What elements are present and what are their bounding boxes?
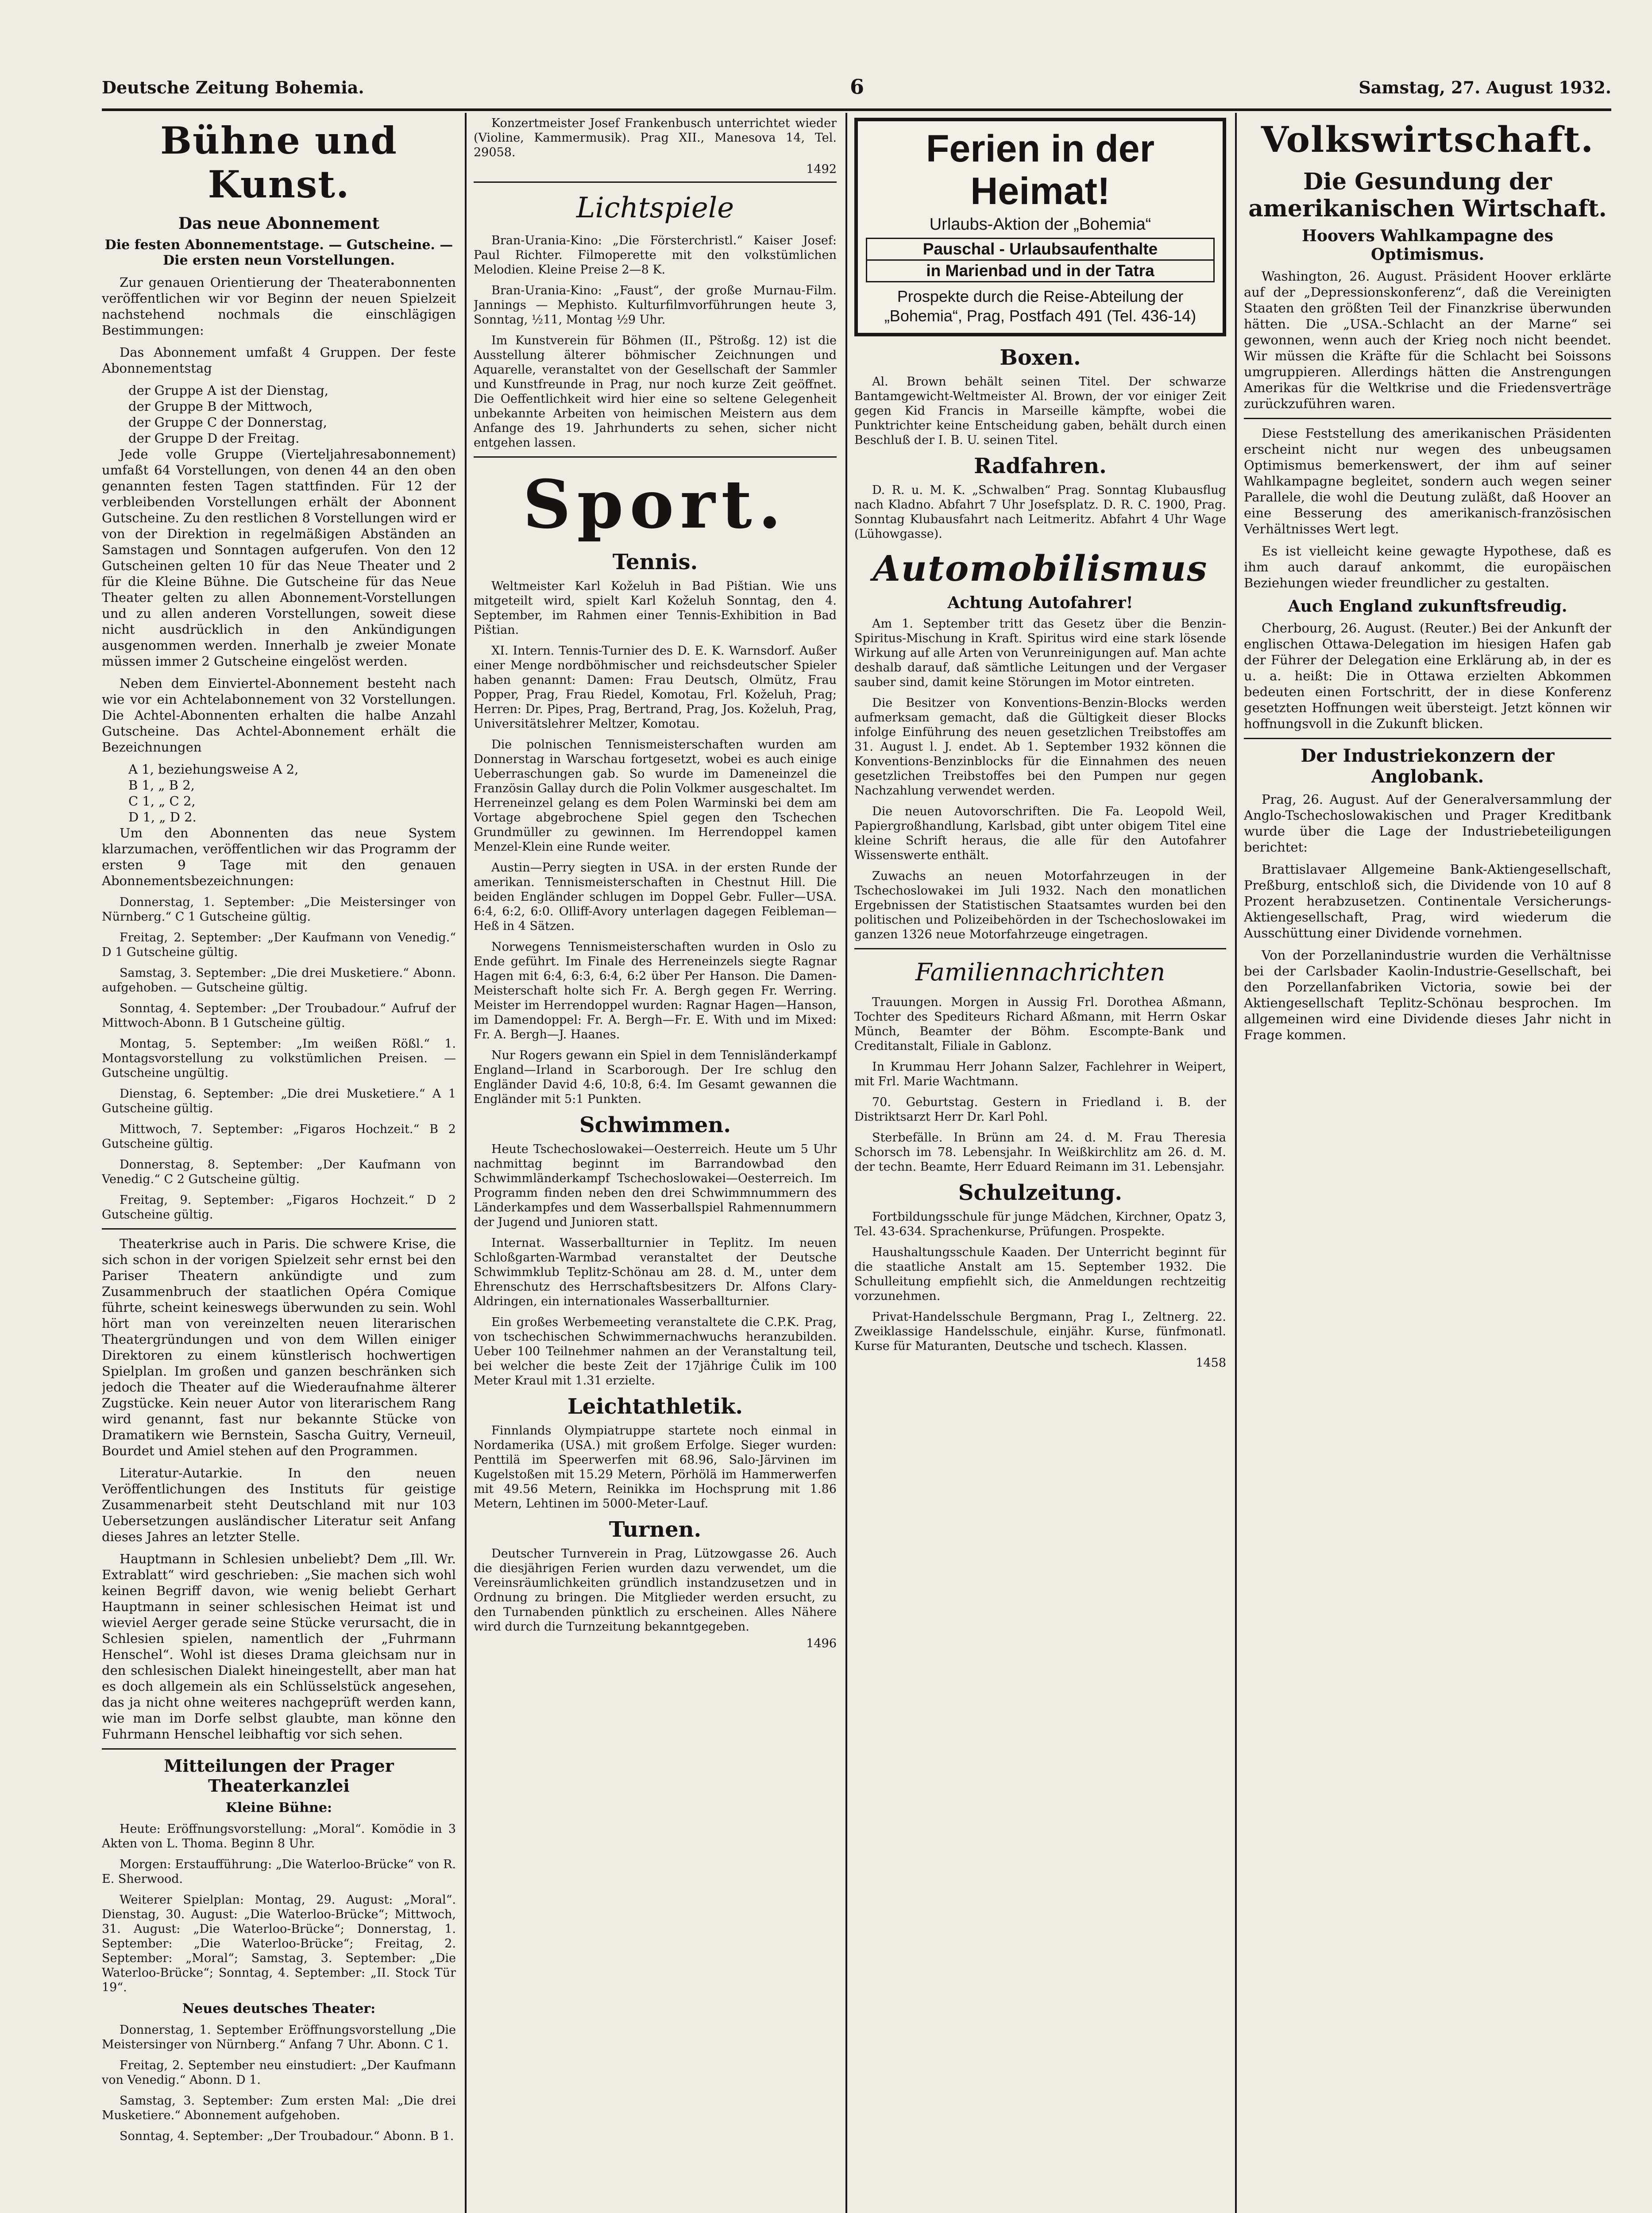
paragraph: Heute: Eröffnungsvorstellung: „Moral“. Komödie in 3 Akten von L. Thoma. Beginn 8 Uhr. (102, 1822, 456, 1851)
paragraph: Morgen: Erstaufführung: „Die Waterloo-Brücke“ von R. E. Sherwood. (102, 1858, 456, 1886)
rule (1244, 738, 1611, 739)
schedule-item: Freitag, 2. September: „Der Kaufmann von Venedig.“ D 1 Gutscheine gültig. (102, 931, 456, 959)
paragraph: Austin—Perry siegten in USA. in der ersten Runde der amerikan. Tennismeisterschaften in Chestnut Hill. Die beiden Engländer schlugen im Doppel Gebr. Fuller—USA. 6:4, 6:2, 6:0. Olliff-Avory unterlagen dagegen Feibleman—Heß in 4 Sätzen. (474, 861, 837, 933)
schedule-item: Donnerstag, 8. September: „Der Kaufmann von Venedig.“ C 2 Gutscheine gültig. (102, 1158, 456, 1186)
newspaper-name: Deutsche Zeitung Bohemia. (102, 77, 364, 97)
paragraph: Freitag, 2. September neu einstudiert: „Der Kaufmann von Venedig.“ Abonn. D 1. (102, 2059, 456, 2087)
rule (474, 456, 837, 458)
column-ad-sport-family (854, 116, 1226, 2213)
paragraph: Literatur-Autarkie. In den neuen Veröffentlichungen des Instituts für geistige Zusammenarbeit steht Deutschland mit nur 103 Uebersetzungen ausländischer Literatur seit Anfang dieses Jahres an letzter Stelle. (102, 1465, 456, 1544)
advert-ferien (854, 118, 1226, 336)
paragraph: Weltmeister Karl Koželuh in Bad Pištian. Wie uns mitgeteilt wird, spielt Karl Koželuh Sonntag, den 4. September, im Rahmen einer Tennis-Exhibition in Bad Pištian. (474, 579, 837, 637)
paragraph: Trauungen. Morgen in Aussig Frl. Dorothea Aßmann, Tochter des Spediteurs Richard Aßmann, mit Herrn Oskar Münch, Beamter der Böhm. Escompte-Bank und Creditanstalt, Filiale in Gablonz. (854, 995, 1226, 1053)
paragraph: Neben dem Einviertel-Abonnement besteht nach wie vor ein Achtelabonnement von 32 Vorstellungen. Die Achtel-Abonnenten erhalten die halbe Anzahl Gutscheine. Das Achtel-Abonnement erhält die Bezeichnungen (102, 676, 456, 755)
section-title: Lichtspiele (576, 192, 734, 224)
subheading: Neues deutsches Theater: (182, 2001, 376, 2016)
article-subtitle: Die festen Abonnementstage. — Gutscheine. — Die ersten neun Vorstellungen. (104, 237, 453, 268)
paragraph: Nur Rogers gewann ein Spiel in dem Tennisländerkampf England—Irland in Scarborough. Der Ire schlug den Engländer David 4:6, 10:8, 6:4. Im Gesamt gewannen die Engländer mit 5:1 Punkten. (474, 1049, 837, 1106)
subheading: Achtung Autofahrer! (947, 594, 1133, 612)
subsection-title: Automobilismus (872, 547, 1208, 589)
rule (474, 181, 837, 183)
rule (1244, 418, 1611, 419)
column-volkswirtschaft (1244, 116, 1611, 2213)
paragraph: Donnerstag, 1. September Eröffnungsvorstellung „Die Meistersinger von Nürnberg.“ Anfang 7 Uhr. Abonn. C 1. (102, 2023, 456, 2051)
paragraph: Norwegens Tennismeisterschaften wurden in Oslo zu Ende geführt. Im Finale des Herreneinzels siegte Ragnar Hagen mit 6:4, 6:3, 6:4, 6:2 über Per Hanson. Die Damen-Meisterschaft holte sich Fr. A. Bergh gegen Fr. Werring. Meister im Herrendoppel wurden: Ragnar Hagen—Hanson, im Damendoppel: Fr. A. Bergh—Fr. E. With und im Mixed: Fr. A. Bergh—J. Haanes. (474, 940, 837, 1041)
paragraph: Im Kunstverein für Böhmen (II., Pštroßg. 12) ist die Ausstellung älterer böhmischer Zeichnungen und Aquarelle, veranstaltet von der Gesellschaft der Sammler und Kunstfreunde in Prag, nur noch kurze Zeit geöffnet. Die Oeffentlichkeit wird hier eine so seltene Gelegenheit unbekannte Arbeiten von heimischen Meistern aus dem Anfange des 19. Jahrhunderts zu sehen, sicher nicht entgehen lassen. (474, 334, 837, 450)
paragraph: Zuwachs an neuen Motorfahrzeugen in der Tschechoslowakei im Juli 1932. Nach den monatlichen Ergebnissen der Statistischen Staatsamtes wurden bei den politischen und Polizeibehörden in der Tschechoslowakei im ganzen 1326 neue Motorfahrzeuge eingetragen. (854, 869, 1226, 941)
paragraph: Das Abonnement umfaßt 4 Gruppen. Der feste Abonnementstag (102, 345, 456, 376)
paragraph: Diese Feststellung des amerikanischen Präsidenten erscheint nicht nur wegen des unbeugsamen Optimismus bemerkenswert, der ihm auf seiner Wahlkampagne begleitet, sondern auch wegen seiner Parallele, die wohl die Deutung zuläßt, daß Hoover an eine Besserung des amerikanisch-französischen Verhältnisses Wert legt. (1244, 426, 1611, 536)
schedule-item: Freitag, 9. September: „Figaros Hochzeit.“ D 2 Gutscheine gültig. (102, 1193, 456, 1222)
schedule-item: Montag, 5. September: „Im weißen Rößl.“ 1. Montagsvorstellung zu volkstümlichen Preisen. — Gutscheine ungültig. (102, 1037, 456, 1080)
paragraph: Die Besitzer von Konventions-Benzin-Blocks werden aufmerksam gemacht, daß die Gültigkeit dieser Blocks infolge Einführung des neuen gesetzlichen Treibstoffes am 31. August l. J. endet. Ab 1. September 1932 können die Konventions-Benzinblocks für die Einnahmen des neuen gesetzlichen Treibstoffes bei den Pumpen nur gegen Nachzahlung verwendet werden. (854, 696, 1226, 798)
paragraph: Deutscher Turnverein in Prag, Lützowgasse 26. Auch die diesjährigen Ferien wurden dazu verwendet, um die Vereinsräumlichkeiten gründlich instandzusetzen und in Ordnung zu bringen. Die Mitglieder werden ersucht, zu den Turnabenden pünktlich zu erscheinen. Alles Nähere wird durch die Turnzeitung bekanntgegeben. (474, 1547, 837, 1634)
subsection-title: Tennis. (612, 550, 698, 574)
ad-highlight: in Marienbad und in der Tatra (866, 261, 1215, 282)
list-item: der Gruppe A ist der Dienstag, (128, 383, 328, 398)
column-divider (845, 113, 847, 2213)
list-item: der Gruppe D der Freitag. (128, 431, 300, 446)
paragraph: Ein großes Werbemeeting veranstaltete die C.P.K. Prag, von tschechischen Schwimmernachwuchs heranzubilden. Ueber 100 Teilnehmer nahmen an der Veranstaltung teil, bei welcher die beste Zeit der 17jährige Čulik im 100 Meter Kraul mit 1.31 erzielte. (474, 1315, 837, 1388)
ad-contact: Prospekte durch die Reise-Abteilung der „Bohemia“, Prag, Postfach 491 (Tel. 436-14) (884, 287, 1197, 325)
list-item: D 1, „ D 2. (128, 810, 197, 825)
paragraph: Heute Tschechoslowakei—Oesterreich. Heute um 5 Uhr nachmittag beginnt im Barrandowbad den Schwimmländerkampf Tschechoslowakei—Oesterreich. Im Programm finden neben den drei Schwimmnummern des Länderkampfes und dem Wasserballspiel Rahmennummern der Jugend und Junioren statt. (474, 1142, 837, 1229)
subsection-title: Boxen. (1000, 345, 1081, 370)
list-item: der Gruppe B der Mittwoch, (128, 399, 313, 414)
subsection-title: Schwimmen. (579, 1113, 731, 1137)
header-rule (102, 108, 1611, 111)
ad-reference: 1496 (806, 1637, 837, 1650)
paragraph: Es ist vielleicht keine gewagte Hypothese, daß es ihm auch darauf ankommt, die europäischen Beziehungen wieder freundlicher zu gestalten. (1244, 544, 1611, 590)
rule (102, 1748, 456, 1750)
paragraph: XI. Intern. Tennis-Turnier des D. E. K. Warnsdorf. Außer einer Menge nordböhmischer und reichsdeutscher Spieler haben genannt: Damen: Frau Deutsch, Olmütz, Frau Popper, Prag, Frau Riedel, Komotau, Frl. Koželuh, Prag; Herren: Dr. Pipes, Prag, Bertrand, Prag, Jos. Koželuh, Prag, Universitätslehrer Meltzer, Komotau. (474, 644, 837, 731)
paragraph: Um den Abonnenten das neue System klarzumachen, veröffentlichen wir das Programm der ersten 9 Tage mit den genauen Abonnementsbezeichnungen: (102, 825, 456, 888)
schedule-item: Dienstag, 6. September: „Die drei Musketiere.“ A 1 Gutscheine gültig. (102, 1087, 456, 1115)
paragraph: Hauptmann in Schlesien unbeliebt? Dem „Ill. Wr. Extrablatt“ wird geschrieben: „Sie machen sich wohl keinen Begriff davon, wie wenig beliebt Gerhart Hauptmann in seiner schlesischen Heimat ist und wieviel Aerger gerade seine Stücke verursacht, die in Schlesien spielen, namentlich der „Fuhrmann Henschel“. Wohl ist dieses Drama gleichsam nur in den schlesischen Dialekt hineingestellt, aber man hat es doch allgemein als ein Schlüsselstück angesehen, das ja nicht ohne weiteres nachgeprüft werden kann, wie man im Dorfe selbst glaubte, man könne den Fuhrmann Henschel leibhaftig vor sich sehen. (102, 1551, 456, 1742)
paragraph: Samstag, 3. September: Zum ersten Mal: „Die drei Musketiere.“ Abonnement aufgehoben. (102, 2094, 456, 2122)
paragraph: Internat. Wasserballturnier in Teplitz. Im neuen Schloßgarten-Warmbad veranstaltet der Deutsche Schwimmklub Teplitz-Schönau am 28. d. M., unter dem Ehrenschutz des Herrschaftsbesitzers Dr. Alfons Clary-Aldringen, ein internationales Wasserballturnier. (474, 1236, 837, 1308)
rule (854, 948, 1226, 949)
paragraph: Haushaltungsschule Kaaden. Der Unterricht beginnt für die staatliche Anstalt am 15. September 1932. Die Schulleitung empfiehlt sich, die Anmeldungen rechtzeitig vorzunehmen. (854, 1245, 1226, 1303)
subsection-title: Schulzeitung. (958, 1180, 1123, 1205)
paragraph: Finnlands Olympiatruppe startete noch einmal in Nordamerika (USA.) mit großem Erfolge. Sieger wurden: Penttilä im Speerwerfen mit 68.96, Salo-Järvinen im Kugelstoßen mit 15.29 Metern, Pörhölä im Hammerwerfen mit 49.56 Metern, Reinikka im Hochsprung mit 1.86 Metern, Lehtinen im 5000-Meter-Lauf. (474, 1424, 837, 1511)
schedule-item: Sonntag, 4. September: „Der Troubadour.“ Aufruf der Mittwoch-Abonn. B 1 Gutscheine gültig. (102, 1002, 456, 1030)
paragraph: Fortbildungsschule für junge Mädchen, Kirchner, Opatz 3, Tel. 43-634. Sprachenkurse, Prüfungen. Prospekte. (854, 1210, 1226, 1238)
notice: Konzertmeister Josef Frankenbusch unterrichtet wieder (Violine, Kammermusik). Prag XII., Manesova 14, Tel. 29058. (474, 116, 837, 159)
paragraph: Zur genauen Orientierung der Theaterabonnenten veröffentlichen wir vor Beginn der neuen Spielzeit nachstehend nochmals die einschlägigen Bestimmungen: (102, 275, 456, 338)
list-item: C 1, „ C 2, (128, 794, 196, 809)
section-title: Sport. (523, 466, 787, 544)
article-title: Der Industriekonzern der Anglobank. (1301, 745, 1555, 787)
paragraph: Bran-Urania-Kino: „Die Försterchristl.“ Kaiser Josef: Paul Richter. Filmoperette mit den volkstümlichen Melodien. Kleine Preise 2—8 K. (474, 234, 837, 277)
ad-reference: 1458 (1196, 1356, 1226, 1370)
column-divider (465, 113, 467, 2213)
group-list (102, 382, 456, 446)
paragraph: Jede volle Gruppe (Vierteljahresabonnement) umfaßt 64 Vorstellungen, von denen 44 an den oben genannten festen Tagen stattfinden. Für 12 der verbleibenden Vorstellungen erhält der Abonnent Gutscheine. Zu den restlichen 8 Vorstellungen wird er von der Direktion in regelmäßigen Abständen an Samstagen und Sonntagen aufgerufen. Von den 12 Gutscheinen gelten 10 für das Neue Theater und 2 für die Kleine Bühne. Die Gutscheine für das Neue Theater gelten zu allen Abonnement-Vorstellungen und zu allen anderen Vorstellungen, soweit diese nicht ausdrücklich in den Ankündigungen ausgenommen werden. Innerhalb je zweier Monate müssen immer 2 Gutscheine eingelöst werden. (102, 447, 456, 669)
list-item: der Gruppe C der Donnerstag, (128, 415, 327, 430)
paragraph: D. R. u. M. K. „Schwalben“ Prag. Sonntag Klubausflug nach Kladno. Abfahrt 7 Uhr Josefsplatz. D. R. C. 1900, Prag. Sonntag Klubausfahrt nach Leitmeritz. Abfahrt 4 Uhr Wage (Lühowgasse). (854, 483, 1226, 541)
article-subtitle: Hoovers Wahlkampagne des Optimismus. (1301, 227, 1554, 264)
page-number: 6 (850, 75, 865, 99)
paragraph: Die neuen Autovorschriften. Die Fa. Leopold Weil, Papiergroßhandlung, Karlsbad, gibt unter obigem Titel eine kleine Schrift heraus, die alle für den Autofahrer Wissenswerte enthält. (854, 805, 1226, 862)
paragraph: Prag, 26. August. Auf der Generalversammlung der Anglo-Tschechoslowakischen und Prager Kreditbank wurde über die Lage der Industriebeteiligungen berichtet: (1244, 792, 1611, 855)
paragraph: Die polnischen Tennismeisterschaften wurden am Donnerstag in Warschau fortgesetzt, wobei es auch einige Ueberraschungen gab. So wurde im Dameneinzel die Französin Gallay durch die Polin Volkmer ausgeschaltet. Im Herreneinzel gelang es dem Polen Warminski bei dem am Vortage abgebrochene Spiel gegen den Tschechen Grundmüller zu gewinnen. Im Herrendoppel kamen Menzel-Klein eine Runde weiter. (474, 738, 837, 854)
paragraph: Brattislavaer Allgemeine Bank-Aktiengesellschaft, Preßburg, entschloß sich, die Dividende von 10 auf 8 Prozent herabzusetzen. Continentale Versicherungs-Aktiengesellschaft, Prag, wird wiederum die Ausschüttung einer Dividende vornehmen. (1244, 862, 1611, 941)
column-buehne-und-kunst (102, 116, 456, 2213)
code-list (102, 761, 456, 825)
article-title: Das neue Abonnement (178, 214, 380, 233)
subheading: Kleine Bühne: (225, 1800, 332, 1816)
article-title: Mitteilungen der Prager Theaterkanzlei (164, 1756, 394, 1796)
section-title: Volkswirtschaft. (1261, 119, 1594, 160)
ad-subline: Urlaubs-Aktion der „Bohemia“ (929, 215, 1151, 234)
paragraph: Weiterer Spielplan: Montag, 29. August: „Moral“. Dienstag, 30. August: „Die Waterloo-Brücke“; Mittwoch, 31. August: „Die Waterloo-Brücke“; Donnerstag, 1. September: „Die Waterloo-Brücke“; Freitag, 2. September: „Moral“; Samstag, 3. September: „Die Waterloo-Brücke“; Sonntag, 4. September: „II. Stock Tür 19“. (102, 1893, 456, 1994)
paragraph: Am 1. September tritt das Gesetz über die Benzin-Spiritus-Mischung in Kraft. Spiritus wird eine stark lösende Wirkung auf alle Arten von Verunreinigungen auf. Man achte deshalb darauf, daß sämtliche Leitungen und der Vergaser sauber sind, damit keine Störungen im Motor eintreten. (854, 617, 1226, 689)
issue-date: Samstag, 27. August 1932. (1359, 77, 1611, 97)
list-item: A 1, beziehungsweise A 2, (128, 762, 299, 777)
paragraph: In Krummau Herr Johann Salzer, Fachlehrer in Weipert, mit Frl. Marie Wachtmann. (854, 1060, 1226, 1088)
column-lichtspiele-sport (474, 116, 837, 2213)
subsection-title: Turnen. (609, 1517, 702, 1542)
paragraph: Sterbefälle. In Brünn am 24. d. M. Frau Theresia Schorsch im 78. Lebensjahr. In Weißkirchlitz am 26. d. M. der techn. Beamte, Herr Eduard Reimann im 31. Lebensjahr. (854, 1131, 1226, 1174)
article-title: Die Gesundung der amerikanischen Wirtschaft. (1248, 168, 1607, 222)
subsection-title: Leichtathletik. (567, 1394, 743, 1419)
paragraph: Von der Porzellanindustrie wurden die Verhältnisse bei der Carlsbader Kaolin-Industrie-Gesellschaft, bei den Porzellanfabriken Victoria, sowie bei der Aktiengesellschaft Teplitz-Schönau besprochen. Im allgemeinen wird eine Dividende dieses Jahr nicht in Frage kommen. (1244, 948, 1611, 1042)
column-divider (1235, 113, 1237, 2213)
schedule-item: Donnerstag, 1. September: „Die Meistersinger von Nürnberg.“ C 1 Gutscheine gültig. (102, 895, 456, 924)
section-title: Bühne und Kunst. (160, 119, 398, 206)
paragraph: Privat-Handelsschule Bergmann, Prag I., Zeltnerg. 22. Zweiklassige Handelsschule, einjähr. Kurse, fünfmonatl. Kurse für Maturanten, Deutsche und tschech. Klassen. (854, 1310, 1226, 1353)
list-item: B 1, „ B 2, (128, 778, 195, 793)
paragraph: 70. Geburtstag. Gestern in Friedland i. B. der Distriktsarzt Herr Dr. Karl Pohl. (854, 1095, 1226, 1124)
ad-highlight: Pauschal - Urlaubsaufenthalte (866, 238, 1215, 261)
article-title: Auch England zukunftsfreudig. (1288, 597, 1567, 616)
paragraph: Bran-Urania-Kino: „Faust“, der große Murnau-Film. Jannings — Mephisto. Kulturfilmvorführungen heute 3, Sonntag, ½11, Montag ½9 Uhr. (474, 284, 837, 327)
paragraph: Cherbourg, 26. August. (Reuter.) Bei der Ankunft der englischen Ottawa-Delegation im hiesigen Hafen gab der Führer der Delegation eine Erklärung ab, in der es u. a. heißt: Die in Ottawa erzielten Abkommen bedeuten einen Fortschritt, der in diese Konferenz gesetzten Hoffnungen weit übersteigt. Jetzt können wir hoffnungsvoll in die Zukunft blicken. (1244, 621, 1611, 731)
subsection-title: Familiennachrichten (915, 958, 1166, 986)
rule (102, 1228, 456, 1230)
schedule-item: Mittwoch, 7. September: „Figaros Hochzeit.“ B 2 Gutscheine gültig. (102, 1122, 456, 1151)
paragraph: Washington, 26. August. Präsident Hoover erklärte auf der „Depressionskonferenz“, daß die Vereinigten Staaten den größten Teil der Finanzkrise überwunden hätten. Die „USA.-Schlacht an der Marne“ sei gewonnen, wenn auch der Krieg noch nicht beendet. Wir müssen die Kräfte für die Schlacht bei Soissons umgruppieren. Allerdings hätten die Anstrengungen Amerikas für die Weltkrise und die Friedensverträge zurückzuführen waren. (1244, 269, 1611, 411)
subsection-title: Radfahren. (974, 454, 1107, 478)
paragraph: Al. Brown behält seinen Titel. Der schwarze Bantamgewicht-Weltmeister Al. Brown, der vor einiger Zeit gegen Kid Francis in Marseille kämpfte, wobei die Punktrichter keine Entscheidung gaben, behält durch einen Beschluß der I. B. U. seinen Titel. (854, 375, 1226, 447)
paragraph: Theaterkrise auch in Paris. Die schwere Krise, die sich schon in der vorigen Spielzeit sehr ernst bei den Pariser Theatern ankündigte und zum Zusammenbruch der staatlichen Opéra Comique führte, scheint keineswegs überwunden zu sein. Wohl hört man von vereinzelten neuen literarischen Theatergründungen und von dem Willen einiger Direktoren zu einem künstlerisch hochwertigen Spielplan. Im großen und ganzen beschränken sich jedoch die Theater auf die Wiederaufnahme älterer Zugstücke. Kein neuer Autor von literarischem Rang wird genannt, fast nur bekannte Stücke von Dramatikern wie Bernstein, Sascha Guitry, Verneuil, Bourdet und Amiel stehen auf den Programmen. (102, 1236, 456, 1458)
page-header (102, 77, 1611, 104)
ad-reference: 1492 (806, 162, 837, 176)
paragraph: Sonntag, 4. September: „Der Troubadour.“ Abonn. B 1. (120, 2129, 454, 2143)
schedule-item: Samstag, 3. September: „Die drei Musketiere.“ Abonn. aufgehoben. — Gutscheine gültig. (102, 966, 456, 995)
ad-headline: Ferien in der Heimat! (926, 127, 1155, 212)
